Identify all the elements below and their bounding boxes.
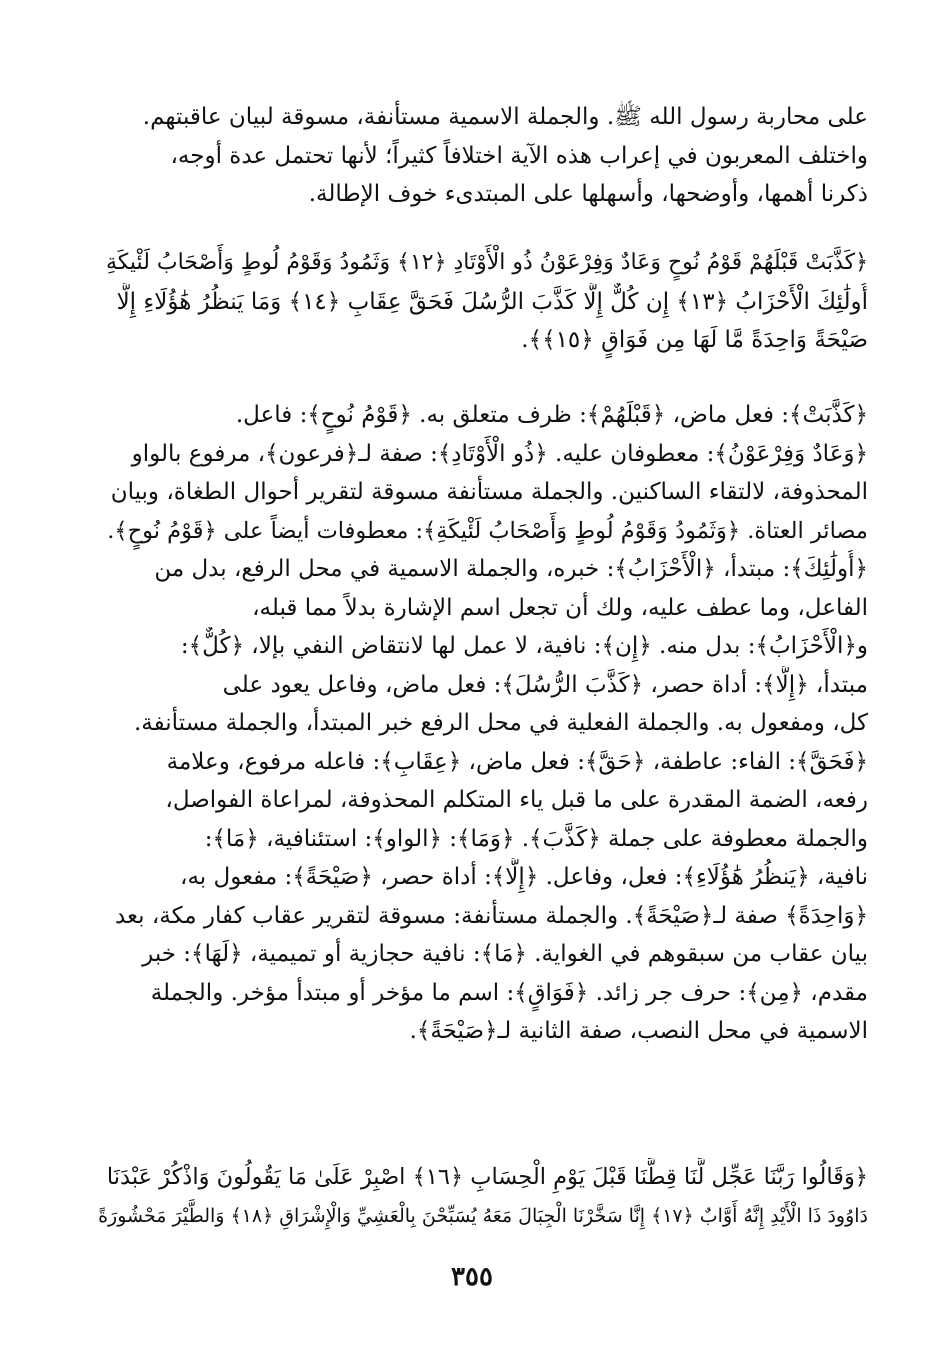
text-line: والجملة معطوفة على جملة ﴿كَذَّبَ﴾. ﴿وَمَا﴾: ﴿الواو﴾: استئنافية، ﴿مَا﴾:: [204, 825, 868, 852]
quran-verse-block: [96, 244, 868, 360]
text-line: ﴿وَاحِدَةً﴾ صفة لـ﴿صَيْحَةً﴾. والجملة مستأنفة: مسوقة لتقرير عقاب كفار مكة، بعد: [114, 902, 868, 929]
verse-line: دَاوُودَ ذَا الْأَيْدِ إِنَّهُ أَوَّابٌ ﴿١٧﴾ إِنَّا سَخَّرْنَا الْجِبَالَ مَعَهُ يُسَبِّحْنَ بِالْعَشِيِّ وَالْإِشْرَاقِ ﴿١٨﴾ وَالطَّيْرَ مَحْشُورَةً: [98, 1204, 868, 1227]
text-line: مقدم، ﴿مِن﴾: حرف جر زائد. ﴿فَوَاقٍ﴾: اسم ما مؤخر أو مبتدأ مؤخر. والجملة: [150, 979, 868, 1006]
text-line: مبتدأ، ﴿إِلَّا﴾: أداة حصر، ﴿كَذَّبَ الرُّسُلَ﴾: فعل ماض، وفاعل يعود على: [222, 671, 868, 698]
verse-line: ﴿وَقَالُوا رَبَّنَا عَجِّل لَّنَا قِطَّنَا قَبْلَ يَوْمِ الْحِسَابِ ﴿١٦﴾ اصْبِرْ عَلَىٰ مَا يَقُولُونَ وَاذْكُرْ عَبْدَنَا: [106, 1164, 868, 1190]
text-line: بيان عقاب من سبقوهم في الغواية. ﴿مَا﴾: نافية حجازية أو تميمية، ﴿لَهَا﴾: خبر: [142, 941, 868, 967]
page-number: ٣٥٥: [451, 1262, 493, 1292]
intro-paragraph: [96, 98, 868, 214]
text-line: الاسمية في محل النصب، صفة الثانية لـ﴿صَيْحَةً﴾.: [409, 1018, 868, 1044]
text-line: رفعه، الضمة المقدرة على ما قبل ياء المتكلم المحذوفة، لمراعاة الفواصل،: [165, 787, 868, 813]
text-line: واختلف المعربون في إعراب هذه الآية اختلافاً كثيراً؛ لأنها تحتمل عدة أوجه،: [170, 142, 868, 169]
text-line: ﴿وَعَادٌ وَفِرْعَوْنُ﴾: معطوفان عليه. ﴿ذُو الْأَوْتَادِ﴾: صفة لـ﴿فرعون﴾، مرفوع بالواو: [131, 440, 868, 467]
quran-verse-block: [96, 1158, 868, 1235]
text-line: ﴿كَذَّبَتْ﴾: فعل ماض، ﴿قَبْلَهُمْ﴾: ظرف متعلق به. ﴿قَوْمُ نُوحٍ﴾: فاعل.: [235, 402, 868, 428]
text-line: كل، ومفعول به. والجملة الفعلية في محل الرفع خبر المبتدأ، والجملة مستأنفة.: [133, 710, 868, 736]
text-line: ذكرنا أهمها، وأوضحها، وأسهلها على المبتدىء خوف الإطالة.: [308, 181, 868, 207]
text-line: على محاربة رسول الله ﷺ. والجملة الاسمية مستأنفة، مسوقة لبيان عاقبتهم.: [142, 104, 868, 130]
text-line: ﴿فَحَقَّ﴾: الفاء: عاطفة، ﴿حَقَّ﴾: فعل ماض، ﴿عِقَابِ﴾: فاعله مرفوع، وعلامة: [166, 748, 868, 775]
verse-line: أُولَٰئِكَ الْأَحْزَابُ ﴿١٣﴾ إِن كُلٌّ إِلَّا كَذَّبَ الرُّسُلَ فَحَقَّ عِقَابِ ﴿١٤﴾ وَمَا يَنظُرُ هَٰؤُلَاءِ إِلَّا: [116, 288, 868, 315]
text-line: مصائر العتاة. ﴿وَثَمُودُ وَقَوْمُ لُوطٍ وَأَصْحَابُ لَئْيكَةِ﴾: معطوفات أيضاً على ﴿قَوْمُ نُوحٍ﴾.: [107, 517, 868, 544]
text-line: و﴿الْأَحْزَابُ﴾: بدل منه. ﴿إِن﴾: نافية، لا عمل لها لانتقاض النفي بإلا، ﴿كُلٌّ﴾:: [180, 633, 868, 659]
verse-line: صَيْحَةً وَاحِدَةً مَّا لَهَا مِن فَوَاقٍ ﴿١٥﴾﴾.: [521, 327, 868, 353]
text-line: نافية، ﴿يَنظُرُ هَٰؤُلَاءِ﴾: فعل، وفاعل. ﴿إِلَّا﴾: أداة حصر، ﴿صَيْحَةً﴾: مفعول به،: [180, 864, 868, 890]
text-line: الفاعل، وما عطف عليه، ولك أن تجعل اسم الإشارة بدلاً مما قبله،: [252, 594, 868, 621]
text-line: ﴿أُولَٰئِكَ﴾: مبتدأ، ﴿الْأَحْزَابُ﴾: خبره، والجملة الاسمية في محل الرفع، بدل من: [154, 556, 868, 582]
grammar-analysis-paragraph: [96, 396, 868, 1051]
text-line: المحذوفة، لالتقاء الساكنين. والجملة مستأنفة مسوقة لتقرير أحوال الطغاة، وبيان: [110, 479, 868, 505]
verse-line: ﴿كَذَّبَتْ قَبْلَهُمْ قَوْمُ نُوحٍ وَعَادٌ وَفِرْعَوْنُ ذُو الْأَوْتَادِ ﴿١٢﴾ وَثَمُودُ وَقَوْمُ لُوطٍ وَأَصْحَابُ لَئْيكَةِ: [105, 250, 868, 275]
